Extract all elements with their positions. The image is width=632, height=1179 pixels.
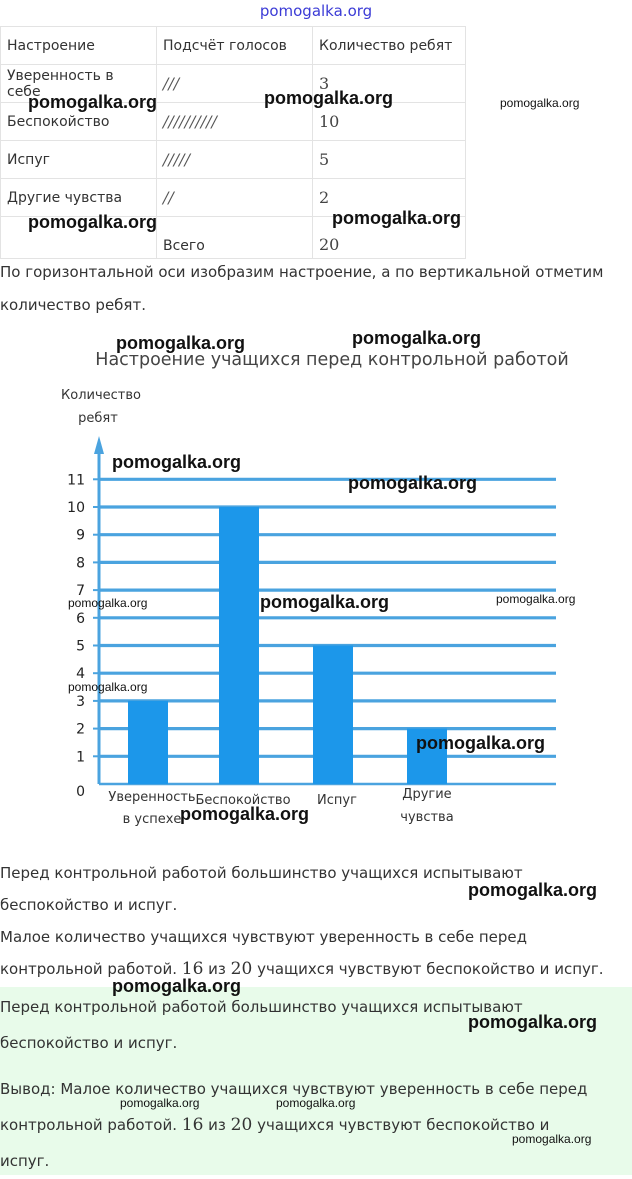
y-tick-label: 0 <box>76 784 85 800</box>
x-tick-label: Уверенность <box>108 790 196 805</box>
count-cell: 10 <box>313 103 466 141</box>
watermark: pomogalka.org <box>468 880 598 900</box>
conclusion-line-4-end: учащихся чувствуют беспокойство и <box>252 1116 550 1134</box>
analysis-line-3: Малое количество учащихся чувствуют уверенность в себе перед <box>0 928 528 946</box>
watermark: pomogalka.org <box>28 212 158 232</box>
site-link[interactable]: pomogalka.org <box>259 2 373 20</box>
y-tick-label: 1 <box>76 749 85 766</box>
conclusion-line-4-start: контрольной работой. <box>0 1116 182 1134</box>
tally-cell: // <box>157 179 313 217</box>
mood-cell: Другие чувства <box>1 179 157 217</box>
y-tick-label: 11 <box>67 472 85 489</box>
conclusion-line-2: беспокойство и испуг. <box>0 1034 178 1052</box>
mood-cell: Уверенность в себе <box>1 65 157 103</box>
x-tick-label: Испуг <box>317 793 357 808</box>
y-axis-label: Количество <box>61 388 141 403</box>
analysis-line-1: Перед контрольной работой большинство учащихся испытывают <box>0 864 523 882</box>
analysis-line-4-end: учащихся чувствуют беспокойство и испуг. <box>252 960 604 978</box>
y-tick-label: 9 <box>76 527 85 544</box>
bar <box>313 646 353 785</box>
tally-cell: ////////// <box>157 103 313 141</box>
y-tick-label: 10 <box>67 500 85 516</box>
watermark: pomogalka.org <box>264 88 394 108</box>
watermark: pomogalka.org <box>68 680 148 694</box>
analysis-text <box>0 857 604 985</box>
count-cell: 5 <box>313 141 466 179</box>
header-count: Количество ребят <box>313 27 466 65</box>
analysis-line-4-start: контрольной работой. <box>0 960 182 978</box>
chart-title: Настроение учащихся перед контрольной работой <box>95 350 569 370</box>
x-tick-label: в успехе <box>122 812 182 827</box>
watermark: pomogalka.org <box>116 333 246 353</box>
watermark: pomogalka.org <box>276 1096 356 1110</box>
analysis-line-4 <box>0 953 604 985</box>
watermark: pomogalka.org <box>500 96 580 110</box>
watermark: pomogalka.org <box>112 452 242 472</box>
x-tick-label: чувства <box>400 810 454 825</box>
intro-line-1: По горизонтальной оси изобразим настроение, а по вертикальной отметим <box>0 263 604 281</box>
watermark: pomogalka.org <box>260 592 390 612</box>
total-label: Всего <box>157 217 313 259</box>
count-cell: 3 <box>313 65 466 103</box>
y-tick-label: 4 <box>76 666 85 683</box>
watermark: pomogalka.org <box>348 473 478 493</box>
total-value: 20 <box>313 217 466 259</box>
mood-cell: Испуг <box>1 141 157 179</box>
watermark: pomogalka.org <box>180 804 310 824</box>
conclusion-line-5: испуг. <box>0 1152 50 1170</box>
bar <box>219 507 259 784</box>
watermark: pomogalka.org <box>496 592 576 606</box>
number-16: 16 <box>181 959 204 979</box>
analysis-line-2: беспокойство и испуг. <box>0 896 178 914</box>
watermark: pomogalka.org <box>68 596 148 610</box>
watermark: pomogalka.org <box>332 208 462 228</box>
y-tick-label: 7 <box>76 583 85 600</box>
number-20: 20 <box>230 1115 253 1135</box>
header-mood: Настроение <box>1 27 157 65</box>
analysis-of: из <box>203 960 231 978</box>
mood-cell: Беспокойство <box>1 103 157 141</box>
tally-cell: ///// <box>157 141 313 179</box>
conclusion-of: из <box>203 1116 231 1134</box>
conclusion-line-1: Перед контрольной работой большинство учащихся испытывают <box>0 998 523 1016</box>
watermark: pomogalka.org <box>28 92 158 112</box>
tally-cell: /// <box>157 65 313 103</box>
intro-line-2: количество ребят. <box>0 296 146 314</box>
y-tick-label: 5 <box>76 638 85 655</box>
x-tick-label: Другие <box>402 787 452 802</box>
number-20: 20 <box>230 959 253 979</box>
header-tally: Подсчёт голосов <box>157 27 313 65</box>
bar <box>128 701 168 784</box>
watermark: pomogalka.org <box>416 733 546 753</box>
x-tick-label: Беспокойство <box>195 793 291 808</box>
y-tick-label: 6 <box>76 610 85 627</box>
number-16: 16 <box>181 1115 204 1135</box>
y-axis-arrow <box>94 436 104 454</box>
watermark: pomogalka.org <box>468 1012 598 1032</box>
y-axis-label: ребят <box>78 411 118 426</box>
watermark: pomogalka.org <box>352 328 482 348</box>
conclusion-line-3: Вывод: Малое количество учащихся чувствуют уверенность в себе перед <box>0 1080 588 1098</box>
watermark: pomogalka.org <box>512 1132 592 1146</box>
watermark: pomogalka.org <box>120 1096 200 1110</box>
y-tick-label: 3 <box>76 693 85 710</box>
count-cell: 2 <box>313 179 466 217</box>
watermark: pomogalka.org <box>112 976 242 996</box>
y-tick-label: 8 <box>76 555 85 572</box>
y-tick-label: 2 <box>76 721 85 738</box>
conclusion-line-4 <box>0 1107 587 1143</box>
